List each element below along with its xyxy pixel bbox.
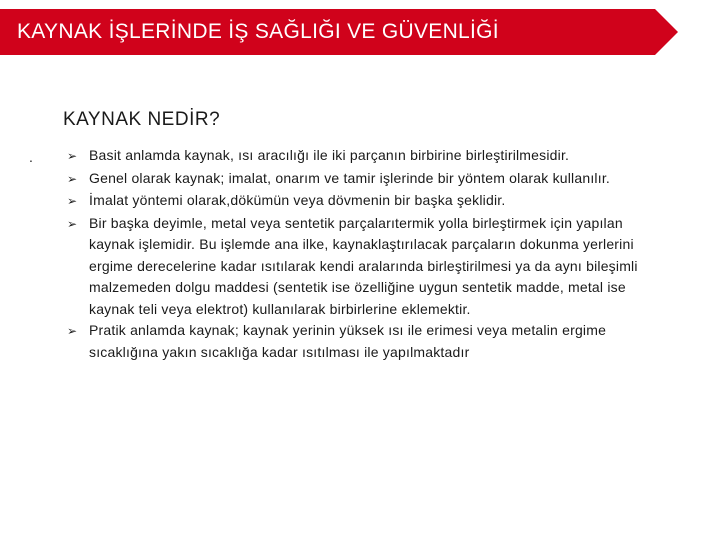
arrow-bullet-icon: ➢ xyxy=(67,216,78,231)
list-item-text: Basit anlamda kaynak, ısı aracılığı ile iki parçanın birbirine birleştirilmesidir. xyxy=(89,147,570,163)
list-item xyxy=(67,320,647,363)
list-item-text: Genel olarak kaynak; imalat, onarım ve tamir işlerinde bir yöntem olarak kullanılır. xyxy=(89,169,611,186)
arrow-bullet-icon: ➢ xyxy=(67,324,78,338)
list-item xyxy=(67,190,647,213)
stray-marker: . xyxy=(29,149,33,165)
list-item-text: Pratik anlamda kaynak; kaynak yerinin yüksek ısı ile erimesi veya metalin ergime sıcaklığına yakın sıcaklığa kadar ısıtılması ile yapılmaktadır xyxy=(89,322,607,360)
list-item xyxy=(67,145,647,168)
list-item-text: İmalat yöntemi olarak,dökümün veya dövmenin bir başka şeklidir. xyxy=(89,192,506,208)
title-banner xyxy=(0,9,678,55)
bullet-list xyxy=(67,145,647,363)
arrow-bullet-icon: ➢ xyxy=(67,171,78,186)
arrow-bullet-icon: ➢ xyxy=(67,194,78,208)
list-item-text: Bir başka deyimle, metal veya sentetik parçalarıtermik yolla birleştirmek için yapılan kaynak işlemidir. Bu işlemde ana ilke, kaynaklaştırılacak parçaların dokunma yerlerini ergime derecelerine kadar ısıtılarak kendi aralarında birleştirilmesi ya da aynı bileşimli malzemeden dolgu maddesi (sentetik ise özelliğine uygun sentetik madde, metal ise kaynak teli veya elektrot) kullanılarak birbirlerine eklemektir. xyxy=(89,214,638,317)
list-item xyxy=(67,213,647,321)
arrow-bullet-icon: ➢ xyxy=(67,149,78,163)
section-heading: KAYNAK NEDİR? xyxy=(63,109,221,130)
list-item xyxy=(67,168,647,191)
page-title: KAYNAK İŞLERİNDE İŞ SAĞLIĞI VE GÜVENLİĞİ xyxy=(17,20,499,43)
